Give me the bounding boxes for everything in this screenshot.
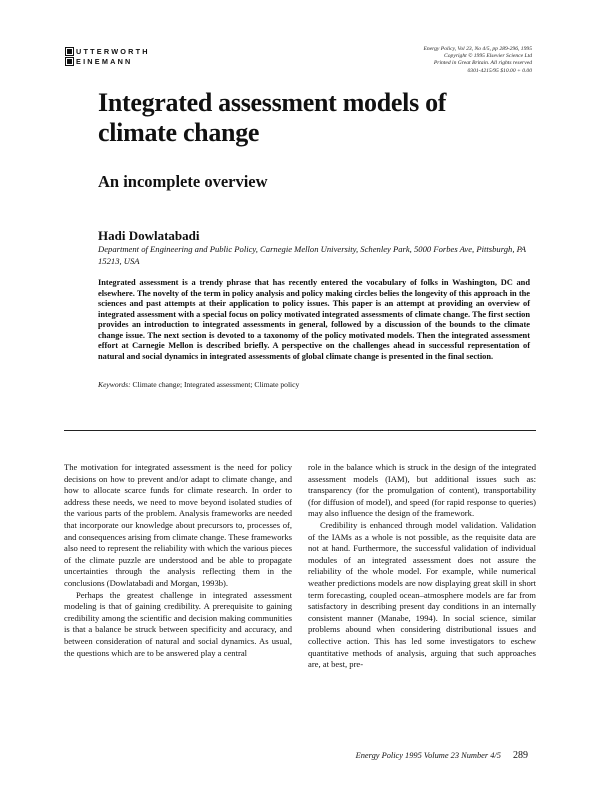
- paragraph: Credibility is enhanced through model validation. Validation of the IAMs as a whole is not possible, as the requisite data are not at hand. Furthermore, the successful validation of individual modules of an integrated assessment does not assure the reliability of the whole model. For example, while numerical weather predictions models are now displaying great skill in short term forecasting, coupled ocean–atmosphere models are far from satisfactory in describing present day conditions in an internally consistent manner (Manabe, 1994). In social science, similar problems abound when considering distributional issues and collective action. This has led some investigators to eschew quantitative methods of analysis, arguing that such approaches are, at best, pre-: [308, 519, 536, 670]
- abstract: Integrated assessment is a trendy phrase that has recently entered the vocabulary of folks in Washington, DC and elsewhere. The novelty of the term in policy analysis and policy making circles belies the longevity of this approach in the sciences and past attempts at their application to policy issues. This paper is an attempt at providing an overview of integrated assessment with a special focus on policy motivated integrated assessments of climate change. The first section provides an introduction to integrated assessments in general, followed by a discussion of the bounds to the climate change issue. The next section is devoted to a taxonomy of the policy motivated models. Then the integrated assessment effort at Carnegie Mellon is described briefly. A perspective on the challenges ahead in successful representation of natural and social dynamics in integrated assessments of global climate change is presented in the final section.: [98, 278, 530, 361]
- publisher-line-2: EINEMANN: [76, 56, 133, 66]
- section-divider: [64, 430, 536, 431]
- body-column-left: [64, 462, 292, 659]
- issn-code: 0301-4215/95 $10.00 + 0.00: [467, 67, 532, 74]
- journal-citation: Energy Policy, Vol 23, No 4/5, pp 289-296, 1995: [423, 46, 532, 52]
- paper-title: Integrated assessment models of climate change: [98, 88, 447, 147]
- logo-b-mark: [65, 47, 74, 56]
- author-affiliation: Department of Engineering and Public Policy, Carnegie Mellon University, Schenley Park, 5000 Forbes Ave, Pittsburgh, PA 15213, USA: [98, 244, 526, 266]
- page-footer: [356, 750, 528, 761]
- body-column-right: [308, 462, 536, 671]
- footer-journal: Energy Policy 1995 Volume 23 Number 4/5: [355, 751, 501, 760]
- paragraph: The motivation for integrated assessment is the need for policy decisions on how to prevent and/or adapt to climate change, and how to allocate scarce funds for climate research. In order to address these needs, we need to move beyond isolated studies of the various parts of the problem. Analysis frameworks are needed that incorporate our knowledge about precursors to, processes of, and consequences arising from climate change. These frameworks also need to represent the reliability with which the various pieces of the climate puzzle are understood and be able to propagate uncertainties through the analysis reflecting them in the conclusions (Dowlatabadi and Morgan, 1993b).: [64, 462, 292, 588]
- journal-info: [362, 46, 532, 75]
- publisher-logo: [65, 46, 157, 66]
- page-number: 289: [513, 750, 528, 761]
- author-name: Hadi Dowlatabadi: [98, 228, 200, 243]
- keywords-label: Keywords:: [98, 380, 131, 389]
- paragraph: role in the balance which is struck in the design of the integrated assessment models (IAM), but additional issues such as: transparency (for the promulgation of content), transportability (for diffusion of model), and speed (for rapid response to queries) may also influence the design of the framework.: [308, 462, 536, 519]
- paper-subtitle: An incomplete overview: [98, 172, 268, 191]
- publisher-line-1: UTTERWORTH: [76, 46, 150, 56]
- printed-notice: Printed in Great Britain. All rights reserved: [433, 60, 532, 67]
- keywords-text: Climate change; Integrated assessment; Climate policy: [132, 380, 300, 389]
- logo-h-mark: [65, 57, 74, 66]
- copyright: Copyright © 1995 Elsevier Science Ltd: [444, 53, 532, 60]
- keywords: [98, 380, 530, 390]
- paragraph: Perhaps the greatest challenge in integrated assessment modeling is that of gaining credibility. A prerequisite to gaining credibility among the scientific and decision making communities is that a balance be struck between specificity and accuracy, and between consideration of natural and social dynamics. As usual, the questions which are to be answered play a central: [64, 589, 292, 658]
